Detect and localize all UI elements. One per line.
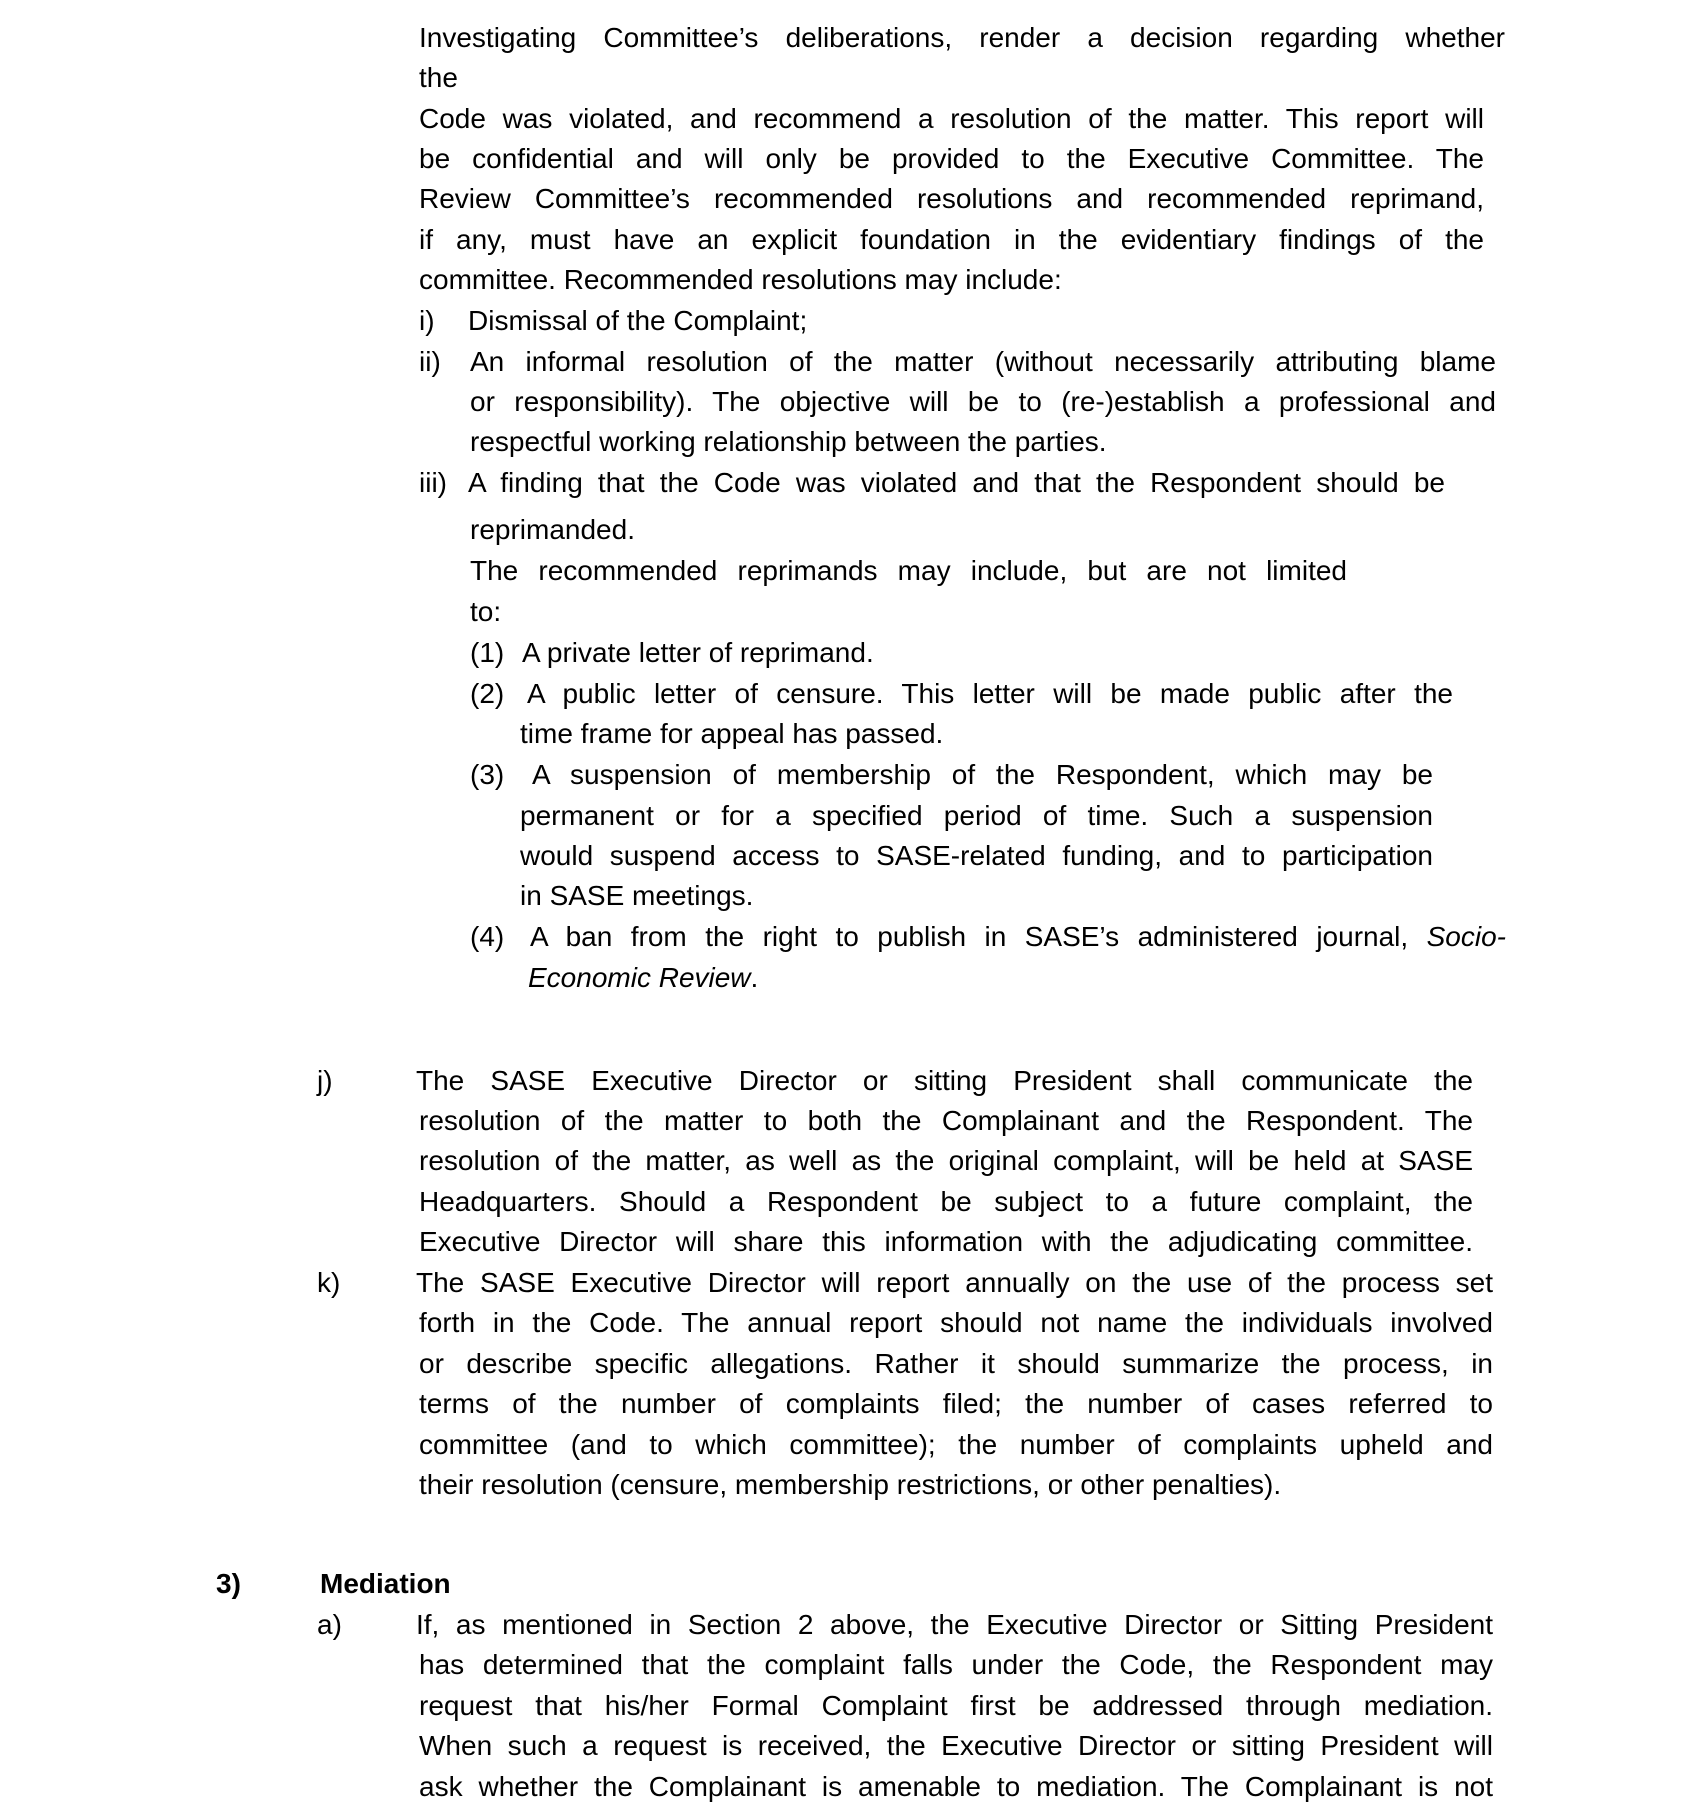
paragraph-line: The SASE Executive Director will report annually on the use of the process set bbox=[416, 1267, 1493, 1298]
list-item: A finding that the Code was violated and that the Respondent should be bbox=[468, 467, 1445, 498]
list-item-line: to: bbox=[470, 596, 502, 627]
paragraph-line: be confidential and will only be provided to the Executive Committee. The bbox=[419, 143, 1484, 174]
list-item-line: reprimanded. bbox=[470, 514, 635, 545]
list-item-text: A ban from the right to publish in SASE’s administered journal, bbox=[530, 921, 1427, 952]
paragraph-line: if any, must have an explicit foundation in the evidentiary findings of the bbox=[419, 224, 1484, 255]
list-item: Dismissal of the Complaint; bbox=[468, 305, 808, 336]
list-marker: iii) bbox=[419, 467, 447, 498]
list-item-line: permanent or for a specified period of time. Such a suspension bbox=[520, 800, 1433, 831]
paragraph-line: When such a request is received, the Executive Director or sitting President will bbox=[419, 1730, 1493, 1761]
section-heading: Mediation bbox=[320, 1568, 451, 1599]
list-item-line: or responsibility). The objective will be to (re-)establish a professional and bbox=[470, 386, 1496, 417]
paragraph-line: has determined that the complaint falls under the Code, the Respondent may bbox=[419, 1649, 1493, 1680]
list-item-line bbox=[528, 958, 758, 998]
list-item: An informal resolution of the matter (without necessarily attributing blame bbox=[470, 346, 1496, 377]
paragraph-line: Investigating Committee’s deliberations, render a decision regarding whether bbox=[419, 22, 1505, 53]
list-item bbox=[530, 917, 1506, 957]
list-item: A private letter of reprimand. bbox=[522, 637, 874, 668]
paragraph-line: Review Committee’s recommended resolutions and recommended reprimand, bbox=[419, 183, 1484, 214]
paragraph-line: their resolution (censure, membership restrictions, or other penalties). bbox=[419, 1469, 1282, 1500]
paragraph-line: committee (and to which committee); the number of complaints upheld and bbox=[419, 1429, 1493, 1460]
paragraph-line: request that his/her Formal Complaint first be addressed through mediation. bbox=[419, 1690, 1493, 1721]
list-item-line: The recommended reprimands may include, but are not limited bbox=[470, 555, 1347, 586]
paragraph-line: resolution of the matter to both the Complainant and the Respondent. The bbox=[419, 1105, 1473, 1136]
list-marker: (1) bbox=[470, 637, 505, 668]
list-marker: (3) bbox=[470, 759, 505, 790]
paragraph-line: If, as mentioned in Section 2 above, the Executive Director or Sitting President bbox=[416, 1609, 1493, 1640]
paragraph-line: resolution of the matter, as well as the original complaint, will be held at SASE bbox=[419, 1145, 1473, 1176]
list-marker: i) bbox=[419, 305, 435, 336]
list-marker: (4) bbox=[470, 921, 505, 952]
section-number: 3) bbox=[216, 1568, 241, 1599]
list-marker: (2) bbox=[470, 678, 505, 709]
list-item-line: time frame for appeal has passed. bbox=[520, 718, 944, 749]
list-item: A suspension of membership of the Respondent, which may be bbox=[532, 759, 1433, 790]
list-marker: a) bbox=[317, 1609, 342, 1640]
list-item: A public letter of censure. This letter will be made public after the bbox=[527, 678, 1453, 709]
punctuation: . bbox=[750, 962, 759, 993]
paragraph-line: the bbox=[419, 62, 458, 93]
list-marker: j) bbox=[317, 1065, 333, 1096]
paragraph-line: or describe specific allegations. Rather it should summarize the process, in bbox=[419, 1348, 1493, 1379]
paragraph-line: Headquarters. Should a Respondent be subject to a future complaint, the bbox=[419, 1186, 1473, 1217]
paragraph-line: terms of the number of complaints filed; the number of cases referred to bbox=[419, 1388, 1493, 1419]
paragraph-line: ask whether the Complainant is amenable to mediation. The Complainant is not bbox=[419, 1771, 1493, 1802]
list-item-line: respectful working relationship between the parties. bbox=[470, 426, 1107, 457]
list-marker: k) bbox=[317, 1267, 341, 1298]
paragraph-line: Executive Director will share this information with the adjudicating committee. bbox=[419, 1226, 1473, 1257]
paragraph-line: forth in the Code. The annual report should not name the individuals involved bbox=[419, 1307, 1493, 1338]
paragraph-line: The SASE Executive Director or sitting President shall communicate the bbox=[416, 1065, 1473, 1096]
journal-title: Socio- bbox=[1426, 921, 1506, 952]
list-marker: ii) bbox=[419, 346, 441, 377]
list-item-line: would suspend access to SASE-related funding, and to participation bbox=[520, 840, 1433, 871]
paragraph-line: committee. Recommended resolutions may include: bbox=[419, 264, 1062, 295]
paragraph-line: Code was violated, and recommend a resolution of the matter. This report will bbox=[419, 103, 1484, 134]
journal-title: Economic Review bbox=[528, 962, 751, 993]
list-item-line: in SASE meetings. bbox=[520, 880, 754, 911]
